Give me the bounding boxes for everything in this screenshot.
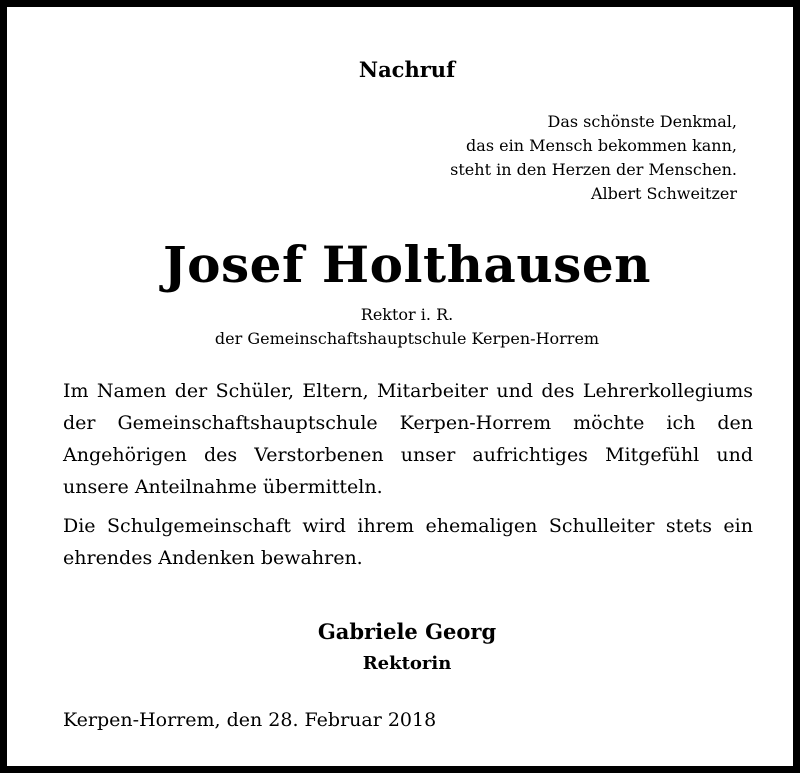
signer-role: Rektorin bbox=[362, 653, 452, 674]
deceased-institution: der Gemeinschaftshauptschule Kerpen-Horrem bbox=[214, 329, 600, 348]
place-date: Kerpen-Horrem, den 28. Februar 2018 bbox=[63, 709, 437, 731]
quote-line: steht in den Herzen der Menschen. bbox=[450, 160, 737, 179]
condolence-paragraph: Die Schulgemeinschaft wird ihrem ehemaligen Schulleiter stets ein ehrendes Andenken bewahren. bbox=[63, 515, 753, 569]
quote-block bbox=[450, 110, 737, 206]
condolence-text bbox=[63, 375, 753, 581]
deceased-title: Rektor i. R. bbox=[360, 305, 454, 324]
quote-line: das ein Mensch bekommen kann, bbox=[466, 136, 737, 155]
signer-name: Gabriele Georg bbox=[317, 619, 497, 644]
quote-author: Albert Schweitzer bbox=[590, 184, 737, 203]
deceased-subtitle bbox=[7, 303, 800, 351]
quote-line: Das schönste Denkmal, bbox=[547, 112, 737, 131]
deceased-name: Josef Holthausen bbox=[163, 235, 651, 294]
condolence-paragraph: Im Namen der Schüler, Eltern, Mitarbeiter und des Lehrerkollegiums der Gemeinschaftshauptschule Kerpen-Horrem möchte ich den Angehörigen des Verstorbenen unser aufrichtiges Mitgefühl und unsere Anteilnahme übermitteln. bbox=[63, 380, 753, 498]
obituary-heading: Nachruf bbox=[358, 57, 456, 82]
signature-block bbox=[7, 616, 800, 680]
